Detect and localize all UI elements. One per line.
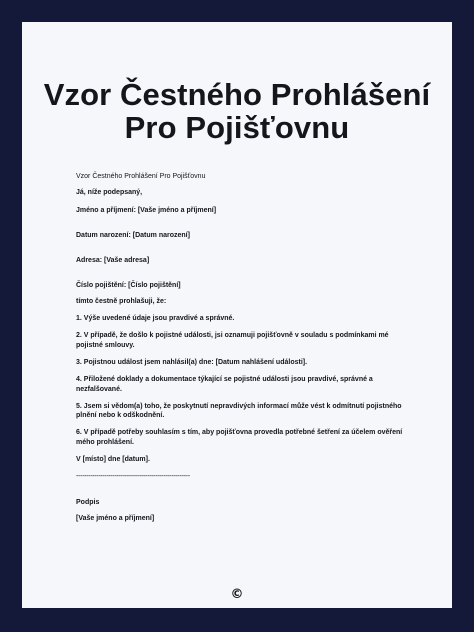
signature-name: [Vaše jméno a příjmení]: [76, 514, 155, 522]
document-heading: Vzor Čestného Prohlášení Pro Pojišťovnu: [76, 173, 206, 180]
field-birth-date: Datum narození: [Datum narození]: [76, 231, 190, 239]
declaration-item-6: 6. V případě potřeby souhlasím s tím, aby pojišťovna provedla potřebné šetření za účelem ověření mého prohlášení.: [76, 429, 403, 446]
field-policy-number: Číslo pojištění: [Číslo pojištění]: [76, 282, 181, 290]
declaration-item-1: 1. Výše uvedené údaje jsou pravdivé a správné.: [76, 315, 235, 323]
signature-label: Podpis: [76, 498, 100, 506]
intro-text: Já, níže podepsaný,: [76, 189, 143, 197]
document-page: [22, 22, 452, 608]
declaration-text: tímto čestně prohlašuji, že:: [76, 297, 167, 305]
signature-separator: --------------------------------------------------------: [76, 473, 190, 481]
place-date-line: V [místo] dne [datum].: [76, 456, 150, 464]
field-name: Jméno a příjmení: [Vaše jméno a příjmení]: [76, 206, 217, 214]
document-body: [22, 172, 452, 523]
declaration-item-4: 4. Přiložené doklady a dokumentace týkající se pojistné události jsou pravdivé, správné a nezfalšované.: [76, 376, 373, 393]
declaration-item-2: 2. V případě, že došlo k pojistné události, jsi oznamuji pojišťovně v souladu s podmínkami mé pojistné smlouvy.: [76, 332, 389, 349]
declaration-item-3: 3. Pojistnou událost jsem nahlásil(a) dne: [Datum nahlášení události].: [76, 358, 308, 366]
title-line-2: Pro Pojišťovnu: [124, 110, 350, 145]
title-line-1: Vzor Čestného Prohlášení: [43, 77, 431, 112]
copyright-icon: ©: [230, 587, 244, 602]
document-title: [22, 78, 452, 144]
field-address: Adresa: [Vaše adresa]: [76, 257, 150, 265]
declaration-item-5: 5. Jsem si vědom(a) toho, že poskytnutí nepravdivých informací může vést k odmítnutí pojistného plnění nebo k odškodnění.: [76, 402, 402, 420]
